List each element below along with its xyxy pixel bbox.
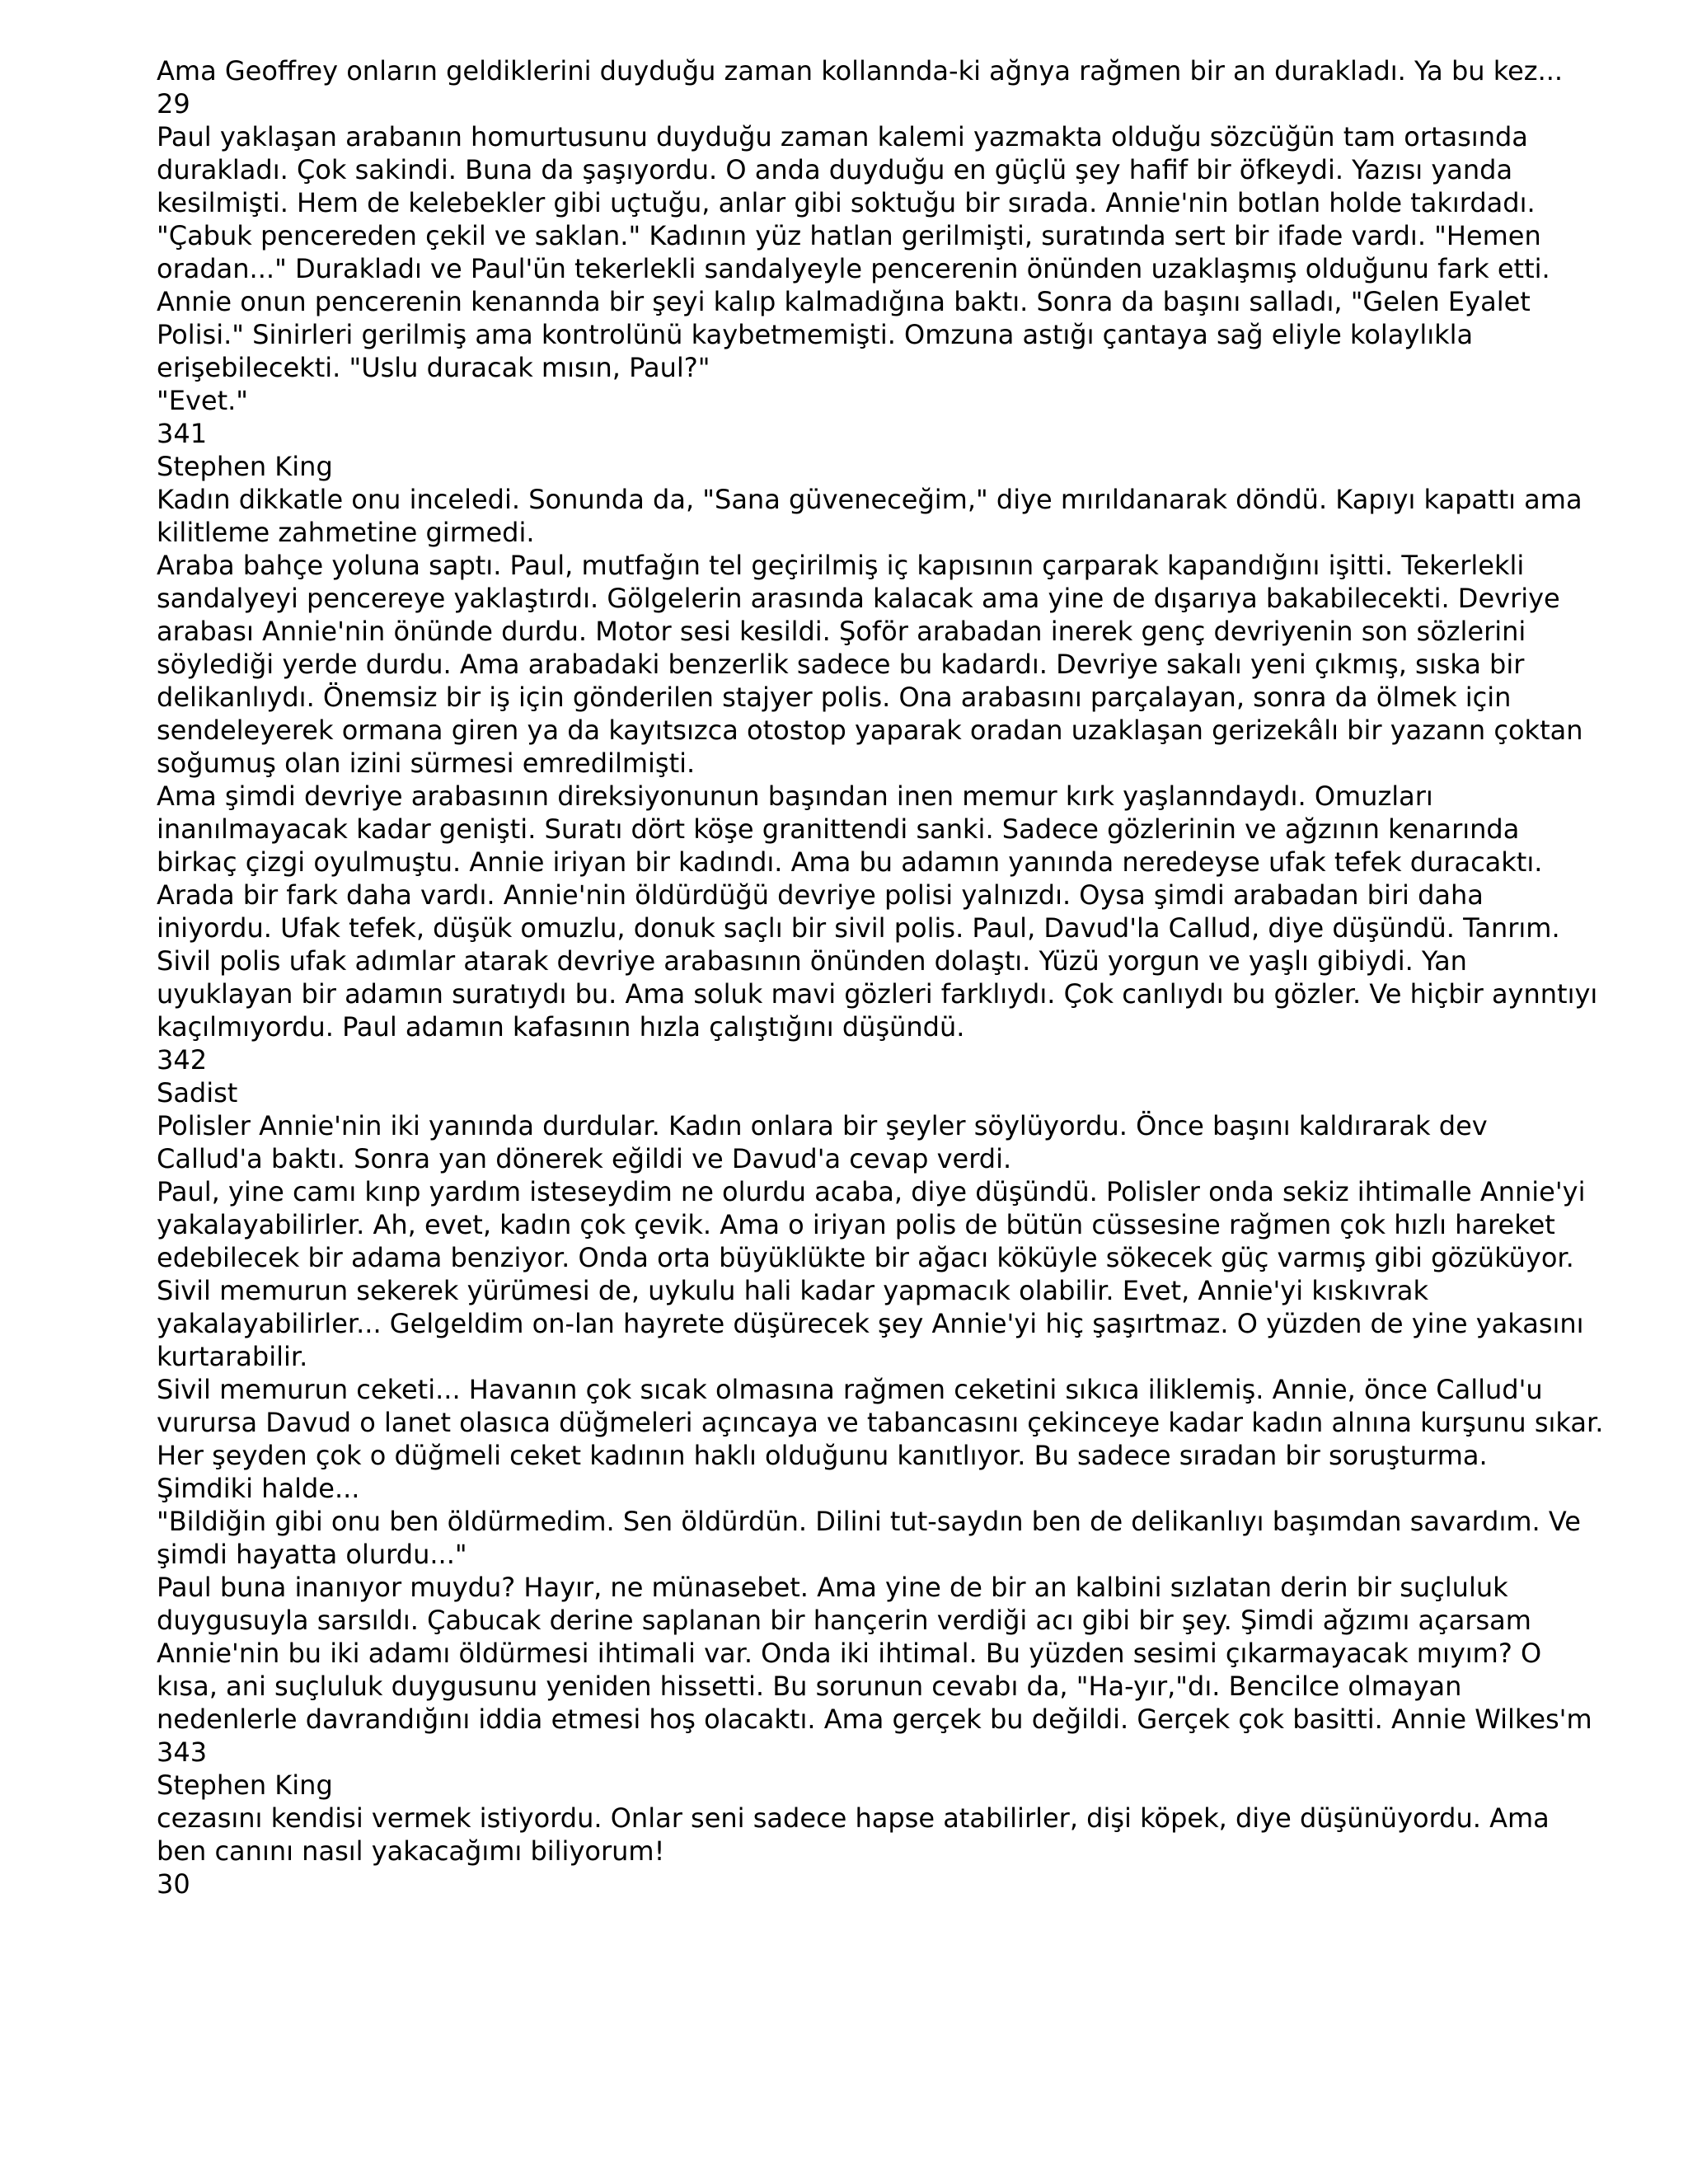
text-line: oradan..." Durakladı ve Paul'ün tekerlekli sandalyeyle pencerenin önünden uzaklaşmış olduğunu fark etti.: [157, 253, 1550, 284]
text-line: Paul yaklaşan arabanın homurtusunu duyduğu zaman kalemi yazmakta olduğu sözcüğün tam ortasında: [157, 121, 1528, 152]
text-line: uyuklayan bir adamın suratıydı bu. Ama soluk mavi gözleri farklıydı. Çok canlıydı bu gözler. Ve hiçbir aynntıyı: [157, 978, 1598, 1010]
text-line: Polisler Annie'nin iki yanında durdular. Kadın onlara bir şeyler söylüyordu. Önce başını kaldırarak dev: [157, 1110, 1488, 1141]
text-line: 342: [157, 1044, 208, 1076]
text-line: kesilmişti. Hem de kelebekler gibi uçtuğu, anlar gibi soktuğu bir sırada. Annie'nin botlan holde takırdadı.: [157, 187, 1536, 218]
text-line: duygusuyla sarsıldı. Çabucak derine saplanan bir hançerin verdiği acı gibi bir şey. Şimdi ağzımı açarsam: [157, 1605, 1531, 1636]
text-line: Annie'nin bu iki adamı öldürmesi ihtimali var. Onda iki ihtimal. Bu yüzden sesimi çıkarmayacak mıyım? O: [157, 1638, 1542, 1669]
text-line: Callud'a baktı. Sonra yan dönerek eğildi ve Davud'a cevap verdi.: [157, 1143, 1012, 1174]
text-line: Kadın dikkatle onu inceledi. Sonunda da, "Sana güveneceğim," diye mırıldanarak döndü. Kapıyı kapattı ama: [157, 484, 1582, 515]
text-line: Sivil memurun sekerek yürümesi de, uykulu hali kadar yapmacık olabilir. Evet, Annie'yi kıskıvrak: [157, 1275, 1428, 1306]
text-line: Araba bahçe yoluna saptı. Paul, mutfağın tel geçirilmiş iç kapısının çarparak kapandığını işitti. Tekerlekli: [157, 550, 1525, 581]
text-line: Paul buna inanıyor muydu? Hayır, ne münasebet. Ama yine de bir an kalbini sızlatan derin bir suçluluk: [157, 1572, 1508, 1603]
text-line: "Evet.": [157, 385, 248, 416]
text-line: 29: [157, 88, 190, 120]
text-line: Ama şimdi devriye arabasının direksiyonunun başından inen memur kırk yaşlanndaydı. Omuzları: [157, 780, 1433, 812]
text-line: Sadist: [157, 1077, 238, 1108]
document-page: [157, 54, 1604, 1900]
text-line: 341: [157, 418, 208, 449]
text-line: Ama Geoffrey onların geldiklerini duyduğu zaman kollannda-ki ağnya rağmen bir an durakladı. Ya bu kez...: [157, 55, 1564, 87]
text-line: ben canını nasıl yakacağımı biliyorum!: [157, 1835, 665, 1867]
text-line: yakalayabilirler. Ah, evet, kadın çok çevik. Ama o iriyan polis de bütün cüssesine rağmen çok hızlı hareket: [157, 1209, 1555, 1240]
text-line: delikanlıydı. Önemsiz bir iş için gönderilen stajyer polis. Ona arabasını parçalayan, sonra da ölmek için: [157, 682, 1512, 713]
text-line: Annie onun pencerenin kenannda bir şeyi kalıp kalmadığına baktı. Sonra da başını salladı, "Gelen Eyalet: [157, 286, 1531, 317]
text-line: birkaç çizgi oyulmuştu. Annie iriyan bir kadındı. Ama bu adamın yanında neredeyse ufak tefek duracaktı.: [157, 846, 1543, 878]
text-line: yakalayabilirler... Gelgeldim on-lan hayrete düşürecek şey Annie'yi hiç şaşırtmaz. O yüzden de yine yakasını: [157, 1308, 1584, 1339]
text-line: kurtarabilir.: [157, 1341, 308, 1372]
text-line: Stephen King: [157, 1769, 333, 1801]
text-line: Stephen King: [157, 451, 333, 482]
text-line: kısa, ani suçluluk duygusunu yeniden hissetti. Bu sorunun cevabı da, "Ha-yır,"dı. Bencilce olmayan: [157, 1671, 1462, 1702]
text-line: söylediği yerde durdu. Ama arabadaki benzerlik sadece bu kadardı. Devriye sakalı yeni çıkmış, sıska bir: [157, 649, 1525, 680]
text-line: Sivil polis ufak adımlar atarak devriye arabasının önünden dolaştı. Yüzü yorgun ve yaşlı gibiydi. Yan: [157, 945, 1467, 977]
text-line: 30: [157, 1868, 190, 1900]
text-line: Arada bir fark daha vardı. Annie'nin öldürdüğü devriye polisi yalnızdı. Oysa şimdi arabadan biri daha: [157, 879, 1484, 911]
text-line: Paul, yine camı kınp yardım isteseydim ne olurdu acaba, diye düşündü. Polisler onda sekiz ihtimalle Annie'yi: [157, 1176, 1586, 1207]
text-line: iniyordu. Ufak tefek, düşük omuzlu, donuk saçlı bir sivil polis. Paul, Davud'la Callud, diye düşündü. Tanrım.: [157, 912, 1560, 944]
text-line: edebilecek bir adama benziyor. Onda orta büyüklükte bir ağacı köküyle sökecek güç varmış gibi gözüküyor.: [157, 1242, 1574, 1273]
text-line: kaçılmıyordu. Paul adamın kafasının hızla çalıştığını düşündü.: [157, 1011, 965, 1043]
text-line: sendeleyerek ormana giren ya da kayıtsızca otostop yaparak oradan uzaklaşan gerizekâlı bir yazann çoktan: [157, 715, 1583, 746]
text-line: arabası Annie'nin önünde durdu. Motor sesi kesildi. Şoför arabadan inerek genç devriyenin son sözlerini: [157, 616, 1526, 647]
text-line: nedenlerle davrandığını iddia etmesi hoş olacaktı. Ama gerçek bu değildi. Gerçek çok basitti. Annie Wilkes'm: [157, 1704, 1592, 1735]
text-line: erişebilecekti. "Uslu duracak mısın, Paul?": [157, 352, 710, 383]
text-line: soğumuş olan izini sürmesi emredilmişti.: [157, 748, 696, 779]
text-line: vurursa Davud o lanet olasıca düğmeleri açıncaya ve tabancasını çekinceye kadar kadın alnına kurşunu sıkar.: [157, 1407, 1604, 1438]
text-line: cezasını kendisi vermek istiyordu. Onlar seni sadece hapse atabilirler, dişi köpek, diye düşünüyordu. Ama: [157, 1802, 1550, 1834]
text-line: Şimdiki halde...: [157, 1473, 360, 1504]
text-line: durakladı. Çok sakindi. Buna da şaşıyordu. O anda duyduğu en güçlü şey hafif bir öfkeydi. Yazısı yanda: [157, 154, 1513, 185]
text-line: 343: [157, 1736, 208, 1768]
text-line: "Çabuk pencereden çekil ve saklan." Kadının yüz hatlan gerilmişti, suratında sert bir ifade vardı. "Hemen: [157, 220, 1541, 251]
text-line: kilitleme zahmetine girmedi.: [157, 517, 535, 548]
text-line: şimdi hayatta olurdu...": [157, 1539, 467, 1570]
text-line: "Bildiğin gibi onu ben öldürmedim. Sen öldürdün. Dilini tut-saydın ben de delikanlıyı başımdan savardım. Ve: [157, 1506, 1581, 1537]
text-line: Her şeyden çok o düğmeli ceket kadının haklı olduğunu kanıtlıyor. Bu sadece sıradan bir soruşturma.: [157, 1440, 1488, 1471]
text-line: inanılmayacak kadar genişti. Suratı dört köşe granittendi sanki. Sadece gözlerinin ve ağzının kenarında: [157, 813, 1520, 845]
text-line: sandalyeyi pencereye yaklaştırdı. Gölgelerin arasında kalacak ama yine de dışarıya bakabilecekti. Devriye: [157, 583, 1560, 614]
text-line: Sivil memurun ceketi... Havanın çok sıcak olmasına rağmen ceketini sıkıca iliklemiş. Annie, önce Callud'u: [157, 1374, 1543, 1405]
text-line: Polisi." Sinirleri gerilmiş ama kontrolünü kaybetmemişti. Omzuna astığı çantaya sağ eliyle kolaylıkla: [157, 319, 1474, 350]
